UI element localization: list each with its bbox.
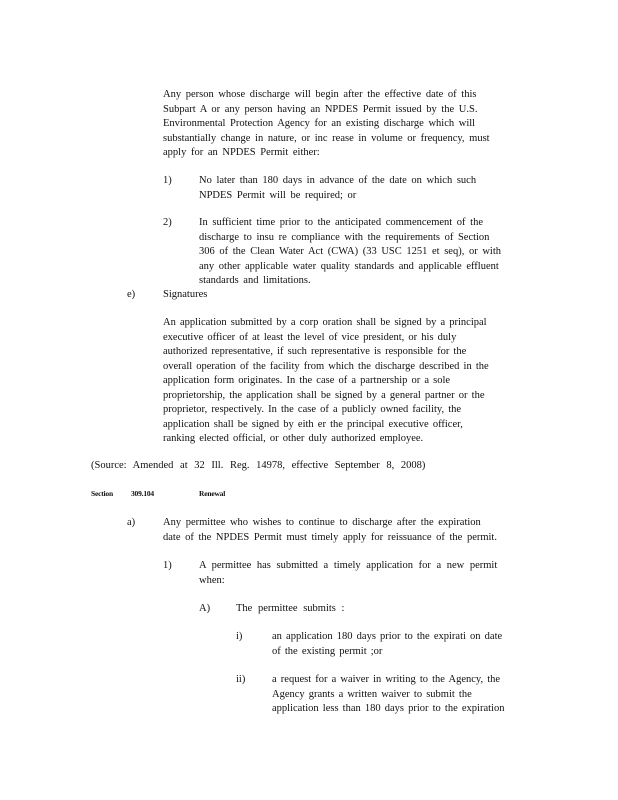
renewal-1-text: A permittee has submitted a timely application for a new permit when: xyxy=(199,560,498,586)
item-2-label: 2) xyxy=(163,217,172,228)
signatures-paragraph: An application submitted by a corp oration shall be signed by a principal executive officer of at least the level of vice president, or his duly authorized representative, if such representative is responsible for the overall operation of the facility from which the discharge described in the application form originates. In the case of a partnership or a sole proprietorship, the application shall be signed by a general partner or the proprietor, respectively. In the case of a publicly owned facility, the application shall be signed by eith er the principal executive officer, ranking elected official, or other duly authorized employee. xyxy=(163,317,489,444)
signatures-heading: Signatures xyxy=(163,289,208,300)
signatures-label: e) xyxy=(127,289,136,300)
renewal-i-label: i) xyxy=(236,631,243,642)
section-number: 309.104 xyxy=(131,489,154,498)
renewal-ii-text: a request for a waiver in writing to the Agency, the Agency grants a written waiver to submit the application less than 180 days prior to the expiration xyxy=(272,674,505,714)
item-2-text: In sufficient time prior to the anticipated commencement of the discharge to insu re compliance with the requirements of Section 306 of the Clean Water Act (CWA) (33 USC 1251 et seq), or with any other applicable water quality standards and applicable effluent standards and limitations. xyxy=(199,217,501,286)
item-1-text: No later than 180 days in advance of the date on which such NPDES Permit will be required; or xyxy=(199,175,477,201)
renewal-A-label: A) xyxy=(199,603,211,614)
source-note: (Source: Amended at 32 Ill. Reg. 14978, effective September 8, 2008) xyxy=(91,460,426,471)
renewal-a-label: a) xyxy=(127,517,136,528)
item-1-label: 1) xyxy=(163,175,172,186)
renewal-i-text: an application 180 days prior to the expirati on date of the existing permit ;or xyxy=(272,631,503,657)
renewal-1-label: 1) xyxy=(163,560,172,571)
renewal-a-text: Any permittee who wishes to continue to discharge after the expiration date of the NPDES Permit must timely apply for reissuance of the permit. xyxy=(163,517,497,543)
renewal-A-text: The permittee submits : xyxy=(236,603,345,614)
section-title: Renewal xyxy=(199,489,226,498)
intro-paragraph: Any person whose discharge will begin after the effective date of this Subpart A or any person having an NPDES Permit issued by the U.S. Environmental Protection Agency for an existing discharge which will substantially change in nature, or inc rease in volume or frequency, must apply for an NPDES Permit either: xyxy=(163,89,490,158)
section-word: Section xyxy=(91,489,113,498)
renewal-ii-label: ii) xyxy=(236,674,246,685)
